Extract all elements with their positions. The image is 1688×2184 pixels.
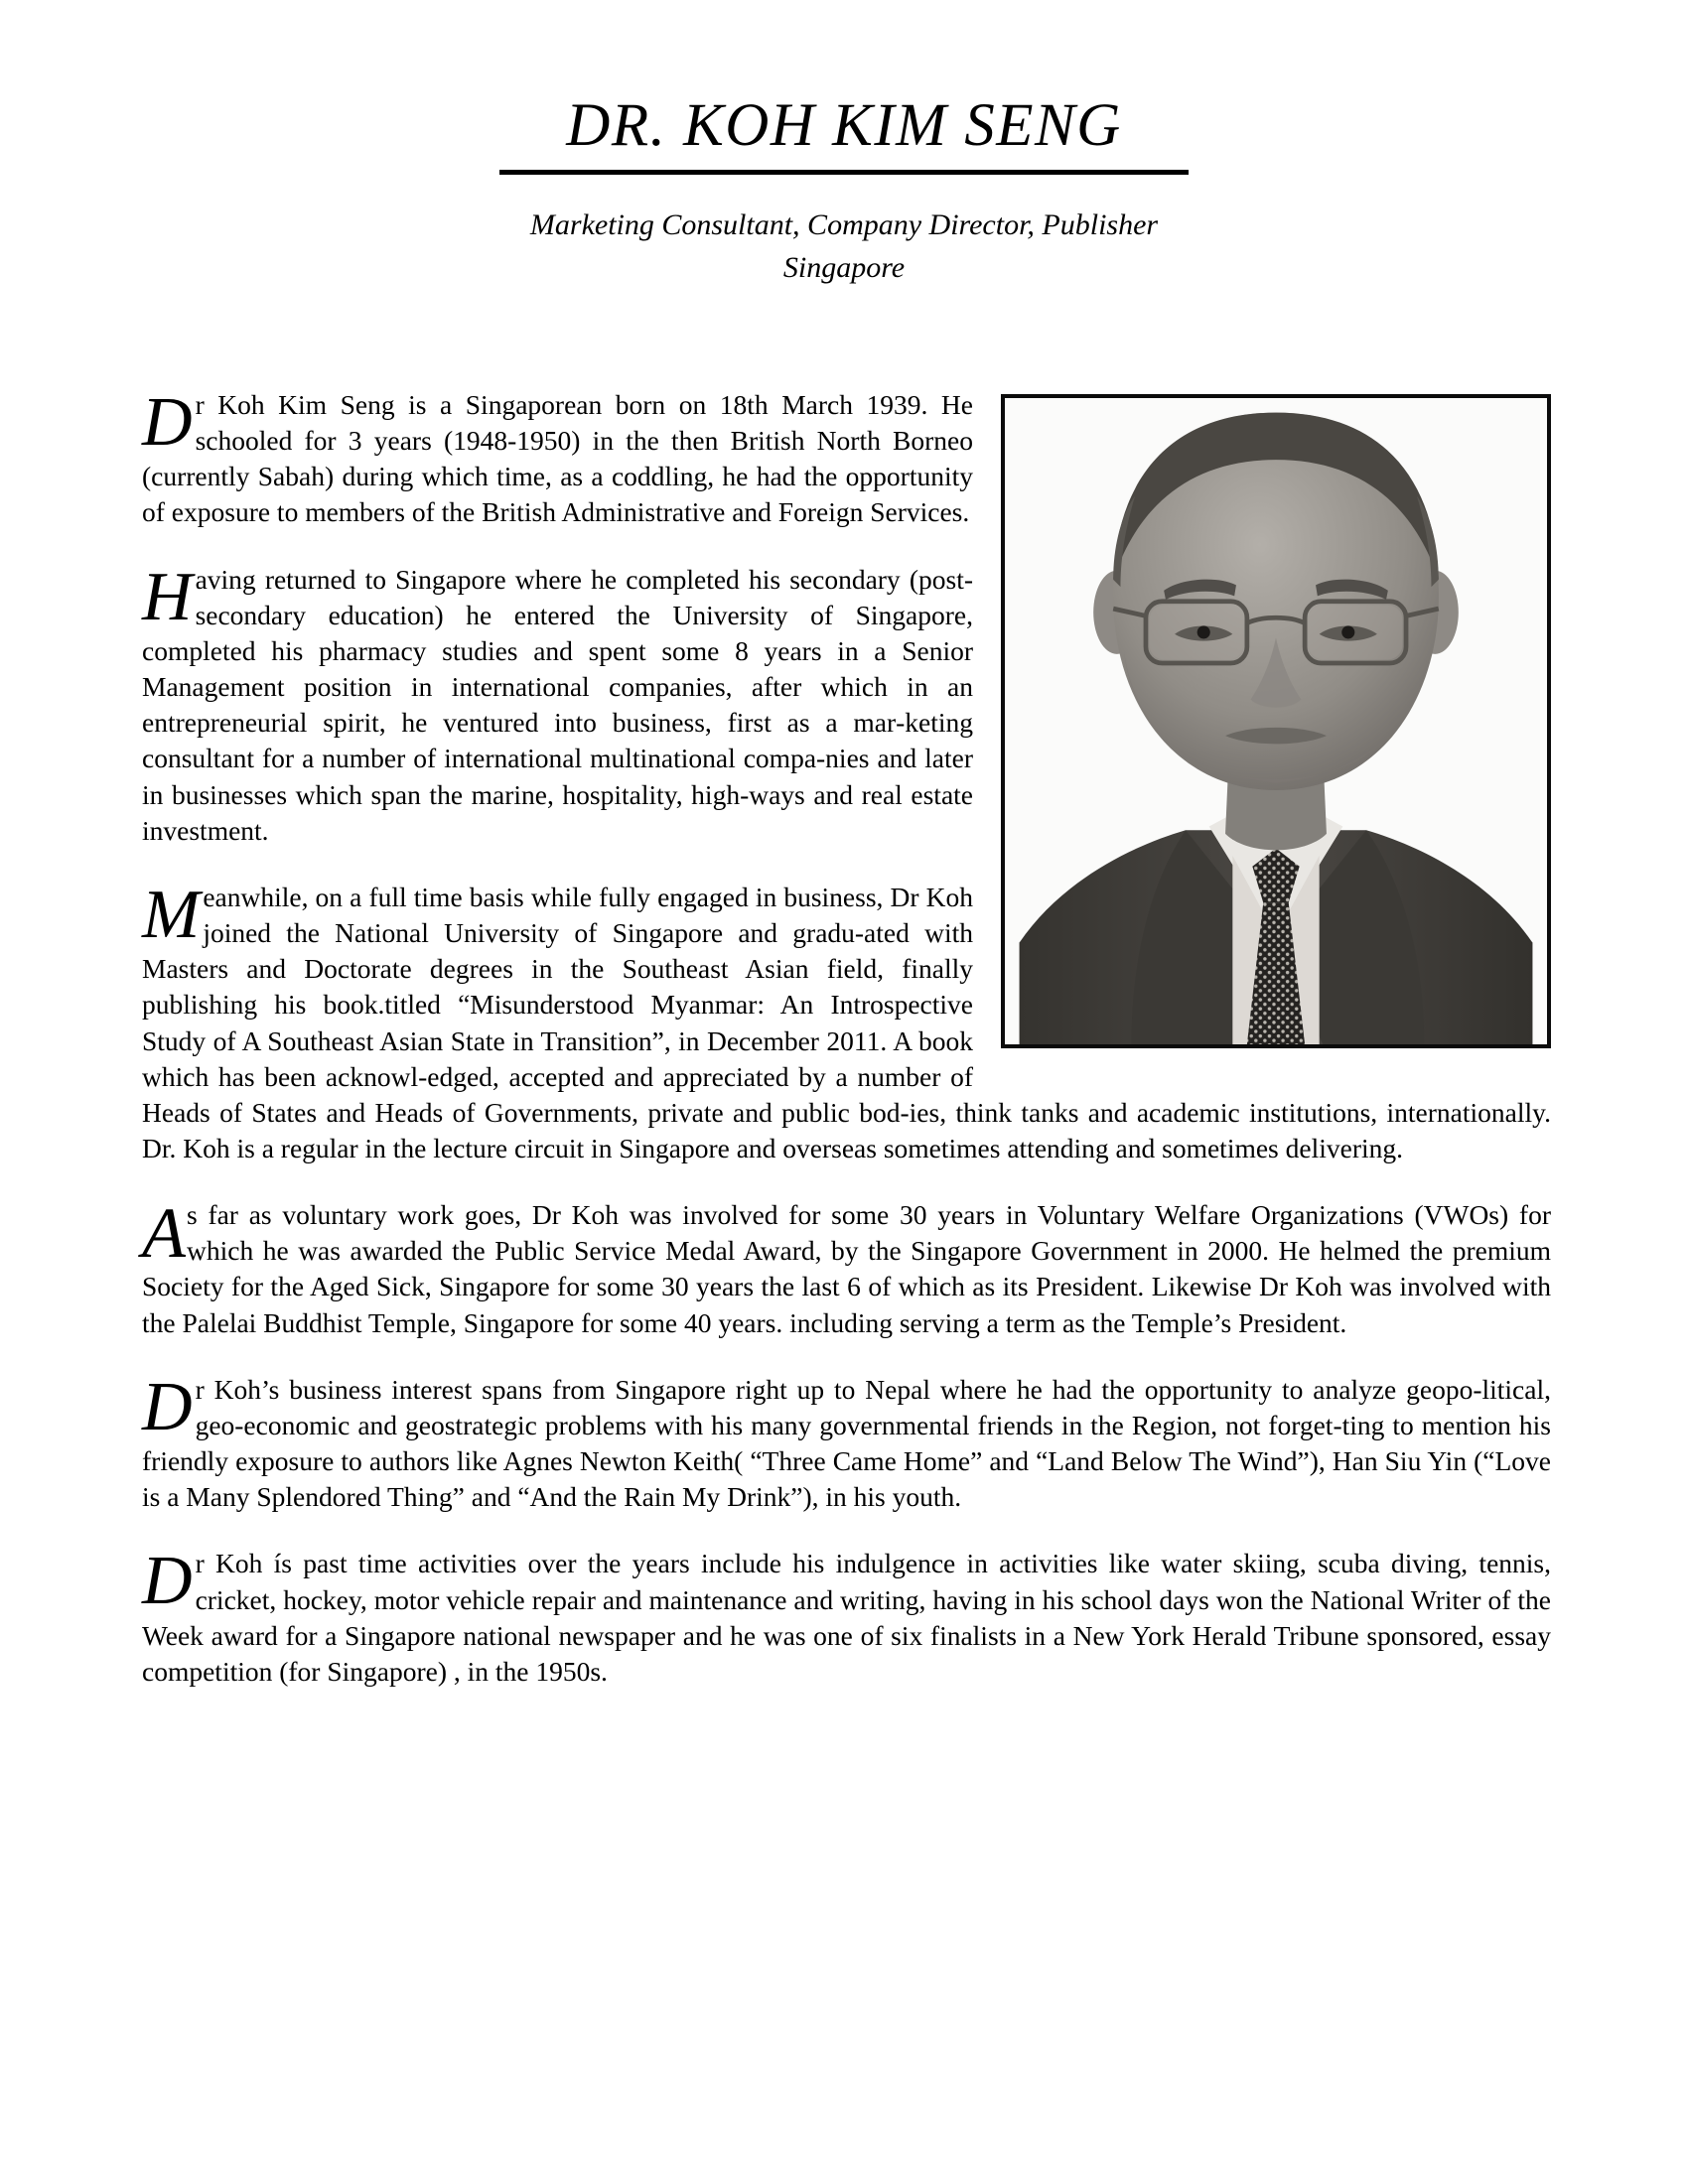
paragraph-6-text: r Koh ís past time activities over the years include his indulgence in activities like water skiing, scuba diving, tennis, cricket, hockey, motor vehicle repair and maintenance and writing, having in his school days won the National Writer of the Week award for a Singapore national newspaper and he was one of six finalists in a New York Herald Tribune sponsored, essay competition (for Singapore) , in the 1950s.	[142, 1548, 1551, 1687]
dropcap-1: D	[142, 384, 193, 461]
dropcap-6: D	[142, 1543, 193, 1620]
paragraph-6	[142, 1543, 1551, 1690]
subtitle-location: Singapore	[782, 250, 906, 284]
paragraph-5-text: r Koh’s business interest spans from Singapore right up to Nepal where he had the opportunity to analyze geopo‐litical, geo-economic and geostrategic problems with his many governmental friends in the Region, not forget‐ting to mention his friendly exposure to authors like Agnes Newton Keith( “Three Came Home” and “Land Below The Wind”), Han Siu Yin (“Love is a Many Splendored Thing” and “And the Rain My Drink”), in his youth.	[142, 1373, 1551, 1513]
document-header	[0, 92, 1688, 289]
body-text-area	[142, 384, 1551, 1690]
paragraph-3-text: eanwhile, on a full time basis while fully engaged in business, Dr Koh joined the National University of Singapore and gradu‐ated with Masters and Doctorate degrees in the Southeast Asian field, finally publishing his book.titled “Misunderstood Myanmar: An Introspective Study of A Southeast Asian State in Transition”, in December 2011. A book which has been acknowl‐edged, accepted and appreciated by a number of Heads of States and Heads of Governments, private and public bod‐ies, think tanks and academic institutions, internationally. Dr. Koh is a regular in the lecture circuit in Singapore and overseas sometimes attending and sometimes delivering.	[142, 881, 1551, 1163]
portrait-image	[1005, 398, 1547, 1044]
dropcap-5: D	[142, 1368, 193, 1445]
paragraph-4-text: s far as voluntary work goes, Dr Koh was involved for some 30 years in Voluntary Welfare Organizations (VWOs) for which he was awarded the Public Service Medal Award, by the Singapore Government in 2000. He helmed the premium Society for the Aged Sick, Singapore for some 30 years the last 6 of which as its President. Likewise Dr Koh was involved with the Palelai Buddhist Temple, Singapore for some 40 years. including serving a term as the Temple’s President.	[142, 1199, 1551, 1338]
portrait-photo	[1001, 394, 1551, 1048]
dropcap-2: H	[142, 558, 193, 635]
page-title: DR. KOH KIM SENG	[566, 92, 1122, 159]
title-divider	[499, 170, 1189, 175]
dropcap-4: A	[142, 1193, 186, 1274]
subtitle-profession: Marketing Consultant, Company Director, Publisher	[529, 208, 1159, 241]
paragraph-4	[142, 1193, 1551, 1341]
paragraph-5	[142, 1368, 1551, 1516]
subtitle-block	[0, 205, 1688, 289]
dropcap-3: M	[142, 876, 201, 953]
paragraph-2-text: aving returned to Singapore where he completed his secondary (post-secondary education) he entered the University of Singapore, completed his pharmacy studies and spent some 8 years in a Senior Management position in international companies, after which in an entrepreneurial spirit, he ventured into business, first as a mar‐keting consultant for a number of international multinational compa‐nies and later in businesses which span the marine, hospitality, high‐ways and real estate investment.	[142, 563, 973, 846]
paragraph-1-text: r Koh Kim Seng is a Singaporean born on 18th March 1939. He schooled for 3 years (1948-1950) in the then British North Borneo (currently Sabah) during which time, as a coddling, he had the opportunity of exposure to members of the British Administrative and Foreign Services.	[142, 389, 973, 528]
